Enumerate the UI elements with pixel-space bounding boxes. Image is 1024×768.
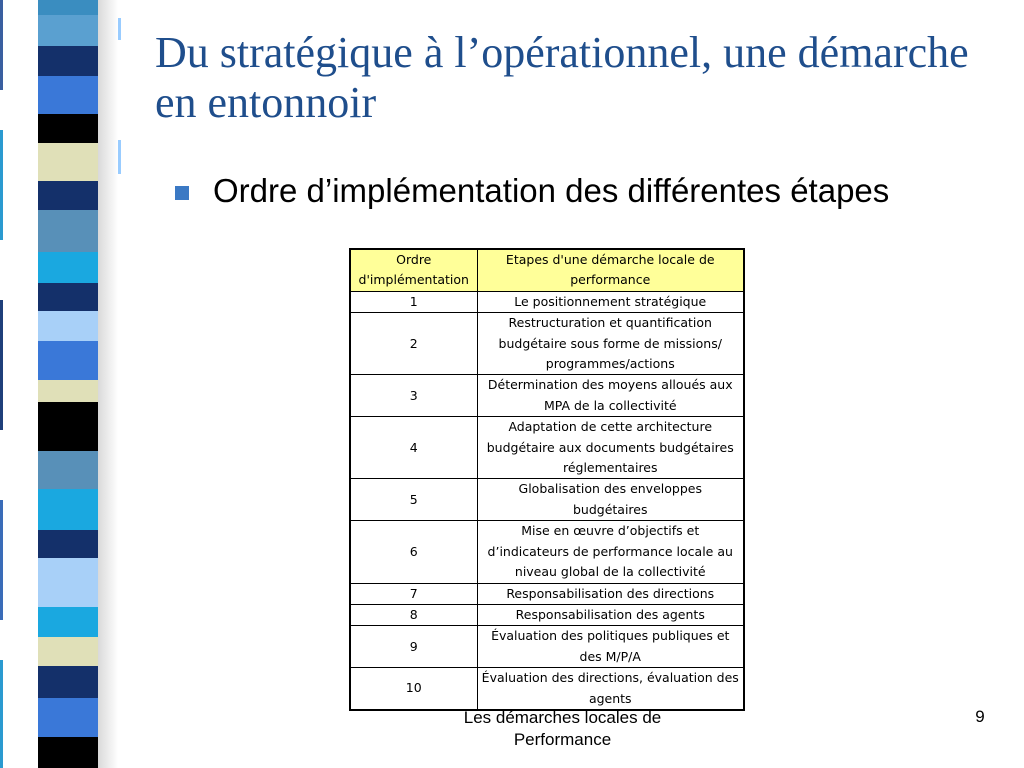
table-row <box>350 479 744 521</box>
decorative-tick <box>118 140 121 174</box>
page-number: 9 <box>975 707 985 726</box>
bullet-item <box>175 170 935 212</box>
table-header-row <box>350 249 744 291</box>
step-cell: Le positionnement stratégique <box>477 291 744 312</box>
table-row <box>350 313 744 375</box>
table-row <box>350 668 744 710</box>
bullet-text: Ordre d’implémentation des différentes étapes <box>213 172 890 209</box>
step-cell: Adaptation de cette architecture budgétaire aux documents budgétaires réglementaires <box>477 417 744 479</box>
table-row <box>350 291 744 312</box>
table-row <box>350 583 744 604</box>
decorative-tick <box>118 18 121 40</box>
square-bullet-icon <box>175 186 189 200</box>
table-row <box>350 604 744 625</box>
step-cell: Évaluation des politiques publiques et des M/P/A <box>477 626 744 668</box>
table-row <box>350 521 744 583</box>
step-cell: Globalisation des enveloppes budgétaires <box>477 479 744 521</box>
order-cell: 10 <box>350 668 477 710</box>
order-cell: 2 <box>350 313 477 375</box>
steps-table <box>349 248 745 711</box>
strip-shadow <box>98 0 118 768</box>
footer-text: Les démarches locales de Performance <box>463 708 662 749</box>
order-cell: 6 <box>350 521 477 583</box>
step-cell: Évaluation des directions, évaluation des agents <box>477 668 744 710</box>
step-cell: Restructuration et quantification budgétaire sous forme de missions/ programmes/actions <box>477 313 744 375</box>
step-cell: Détermination des moyens alloués aux MPA de la collectivité <box>477 375 744 417</box>
step-cell: Responsabilisation des directions <box>477 583 744 604</box>
order-cell: 1 <box>350 291 477 312</box>
step-cell: Mise en œuvre d’objectifs et d’indicateurs de performance locale au niveau global de la collectivité <box>477 521 744 583</box>
slide-title: Du stratégique à l’opérationnel, une démarche en entonnoir <box>155 28 969 127</box>
order-cell: 3 <box>350 375 477 417</box>
table-row <box>350 417 744 479</box>
table-row <box>350 626 744 668</box>
order-cell: 7 <box>350 583 477 604</box>
order-cell: 4 <box>350 417 477 479</box>
order-cell: 5 <box>350 479 477 521</box>
table-row <box>350 375 744 417</box>
decorative-color-strip <box>38 0 98 768</box>
order-cell: 9 <box>350 626 477 668</box>
header-steps: Etapes d'une démarche locale de performance <box>477 249 744 291</box>
decorative-thin-bar <box>0 0 3 768</box>
header-order: Ordre d'implémentation <box>350 249 477 291</box>
step-cell: Responsabilisation des agents <box>477 604 744 625</box>
order-cell: 8 <box>350 604 477 625</box>
